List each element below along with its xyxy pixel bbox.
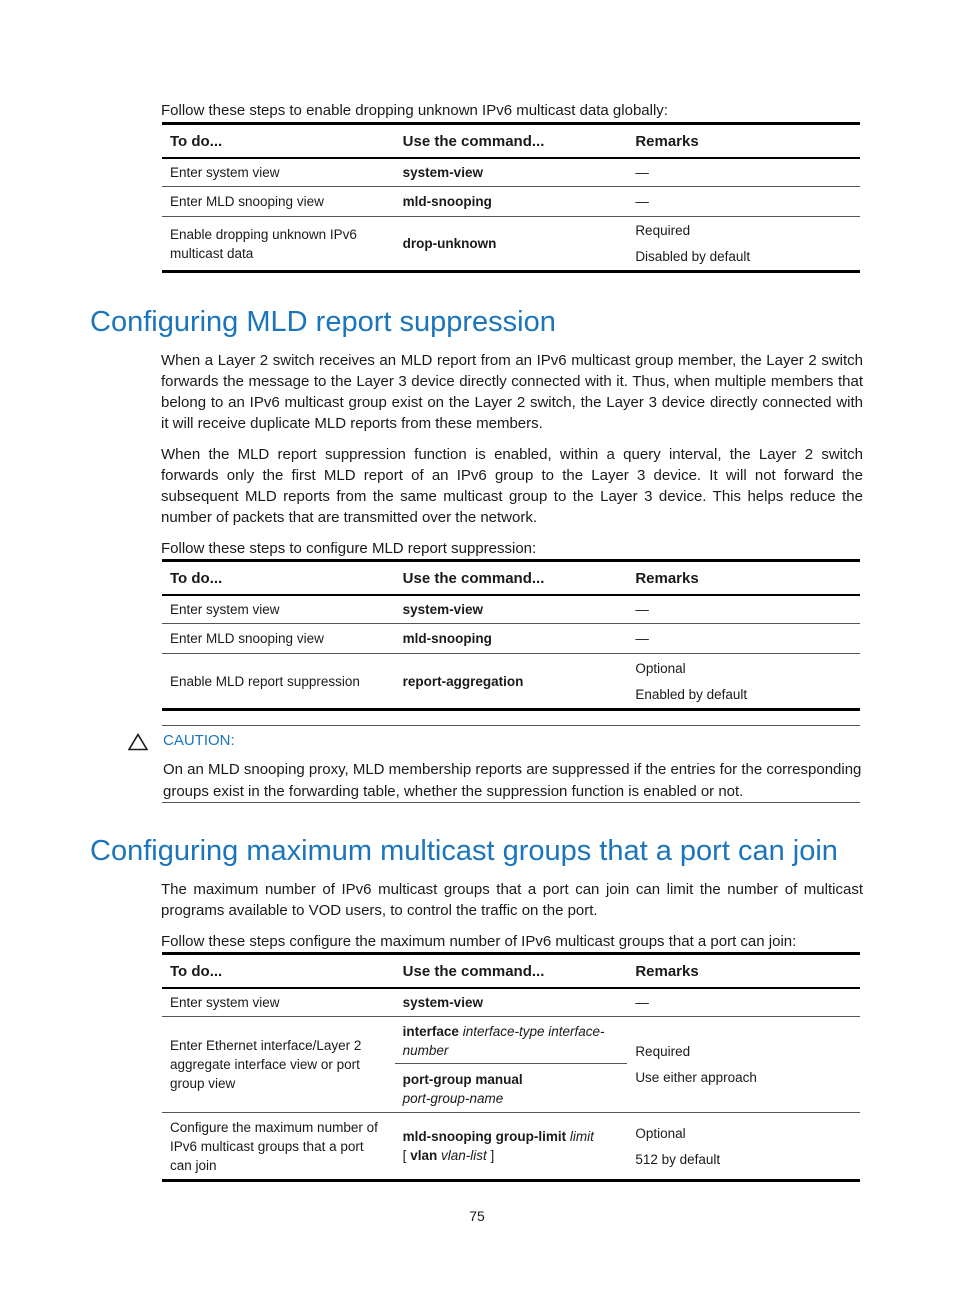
command-cell: drop-unknown bbox=[395, 217, 628, 272]
todo-cell: Enable MLD report suppression bbox=[162, 654, 395, 710]
remarks-cell bbox=[627, 654, 860, 710]
caution-text: On an MLD snooping proxy, MLD membership reports are suppressed if the entries for the corresponding groups exist in the forwarding table, whether the suppression function is enabled or not. bbox=[163, 761, 862, 800]
header-command: Use the command... bbox=[395, 954, 628, 988]
header-todo: To do... bbox=[162, 954, 395, 988]
command-cell: system-view bbox=[395, 988, 628, 1017]
page-number: 75 bbox=[469, 1208, 485, 1224]
remarks-cell: — bbox=[627, 187, 860, 217]
bracket-open: [ bbox=[402, 1148, 407, 1163]
table-row bbox=[162, 1017, 860, 1113]
header-todo: To do... bbox=[162, 561, 395, 595]
todo-cell: Enter system view bbox=[162, 158, 395, 187]
section-heading-report-suppression: Configuring MLD report suppression bbox=[90, 306, 556, 338]
table-row bbox=[162, 988, 860, 1017]
table-row bbox=[162, 654, 860, 710]
command-table-report-suppression bbox=[162, 559, 860, 711]
remark-line: Optional bbox=[635, 660, 686, 676]
todo-cell: Enter system view bbox=[162, 595, 395, 624]
remark-line: Disabled by default bbox=[635, 249, 751, 264]
command-cell bbox=[395, 1017, 628, 1113]
table-row bbox=[162, 187, 860, 217]
remarks-cell: — bbox=[627, 624, 860, 654]
header-command: Use the command... bbox=[395, 561, 628, 595]
section-heading-max-groups: Configuring maximum multicast groups that a port can join bbox=[90, 835, 838, 867]
command-keyword: interface bbox=[402, 1023, 459, 1039]
command-keyword: port-group manual bbox=[402, 1071, 523, 1087]
table-row bbox=[162, 1113, 860, 1181]
header-remarks: Remarks bbox=[627, 124, 860, 158]
remarks-cell: — bbox=[627, 595, 860, 624]
header-remarks: Remarks bbox=[627, 954, 860, 988]
table-row bbox=[162, 217, 860, 272]
header-todo: To do... bbox=[162, 124, 395, 158]
command-cell: system-view bbox=[395, 158, 628, 187]
command-argument: port-group-name bbox=[402, 1090, 504, 1106]
paragraph: When the MLD report suppression function is enabled, within a query interval, the Layer 2 switch forwards only the first MLD report of an IPv6 group to the Layer 3 device. It will not forward the subsequent MLD reports from the same multicast group to the Layer 3 device. This helps reduce the number of packets that are transmitted over the network. bbox=[161, 446, 863, 526]
table-row bbox=[162, 158, 860, 187]
todo-cell: Configure the maximum number of IPv6 multicast groups that a port can join bbox=[162, 1113, 395, 1181]
paragraph: When a Layer 2 switch receives an MLD report from an IPv6 multicast group member, the Layer 2 switch forwards the message to the Layer 3 device directly connected with it. Thus, when multiple members that belong to an IPv6 multicast group exist on the Layer 2 switch, the Layer 3 device directly connected with it will receive duplicate MLD reports from these members. bbox=[161, 352, 863, 432]
todo-cell: Enter MLD snooping view bbox=[162, 624, 395, 654]
command-cell: mld-snooping bbox=[395, 187, 628, 217]
table-row bbox=[162, 595, 860, 624]
command-cell: mld-snooping bbox=[395, 624, 628, 654]
caution-top-rule bbox=[162, 725, 860, 726]
intro-text: Follow these steps configure the maximum number of IPv6 multicast groups that a port can join: bbox=[161, 933, 797, 950]
remark-line: 512 by default bbox=[635, 1151, 721, 1167]
intro-text: Follow these steps to enable dropping unknown IPv6 multicast data globally: bbox=[161, 102, 668, 119]
command-argument: interface-type interface-number bbox=[402, 1023, 605, 1058]
remark-line: Optional bbox=[635, 1125, 686, 1141]
command-table-drop-unknown bbox=[162, 122, 860, 273]
command-keyword: vlan bbox=[410, 1148, 438, 1163]
remarks-cell: — bbox=[627, 988, 860, 1017]
todo-cell: Enter MLD snooping view bbox=[162, 187, 395, 217]
warning-icon bbox=[128, 733, 148, 751]
header-command: Use the command... bbox=[395, 124, 628, 158]
bracket-close: ] bbox=[490, 1148, 495, 1163]
command-argument: vlan-list bbox=[440, 1148, 487, 1163]
header-remarks: Remarks bbox=[627, 561, 860, 595]
remark-line: Use either approach bbox=[635, 1070, 757, 1085]
todo-cell: Enter system view bbox=[162, 988, 395, 1017]
command-option-port-group bbox=[403, 1064, 620, 1112]
todo-cell: Enter Ethernet interface/Layer 2 aggregate interface view or port group view bbox=[162, 1017, 395, 1113]
remarks-cell bbox=[627, 1017, 860, 1113]
remark-line: Enabled by default bbox=[635, 686, 748, 702]
command-cell: report-aggregation bbox=[395, 654, 628, 710]
table-row bbox=[162, 624, 860, 654]
command-cell: system-view bbox=[395, 595, 628, 624]
intro-text: Follow these steps to configure MLD report suppression: bbox=[161, 540, 537, 557]
command-cell bbox=[395, 1113, 628, 1181]
paragraph: The maximum number of IPv6 multicast groups that a port can join can limit the number of multicast programs available to VOD users, to control the traffic on the port. bbox=[161, 881, 863, 919]
todo-cell: Enable dropping unknown IPv6 multicast data bbox=[162, 217, 395, 272]
remarks-cell bbox=[627, 217, 860, 272]
remark-line: Required bbox=[635, 1044, 691, 1059]
remarks-cell: — bbox=[627, 158, 860, 187]
caution-bottom-rule bbox=[162, 802, 860, 803]
command-keyword: mld-snooping group-limit bbox=[402, 1129, 567, 1144]
caution-title: CAUTION: bbox=[163, 732, 235, 749]
command-option-interface bbox=[395, 1018, 628, 1064]
remark-line: Required bbox=[635, 223, 691, 238]
remarks-cell bbox=[627, 1113, 860, 1181]
command-argument: limit bbox=[569, 1129, 594, 1144]
command-table-group-limit bbox=[162, 952, 860, 1182]
